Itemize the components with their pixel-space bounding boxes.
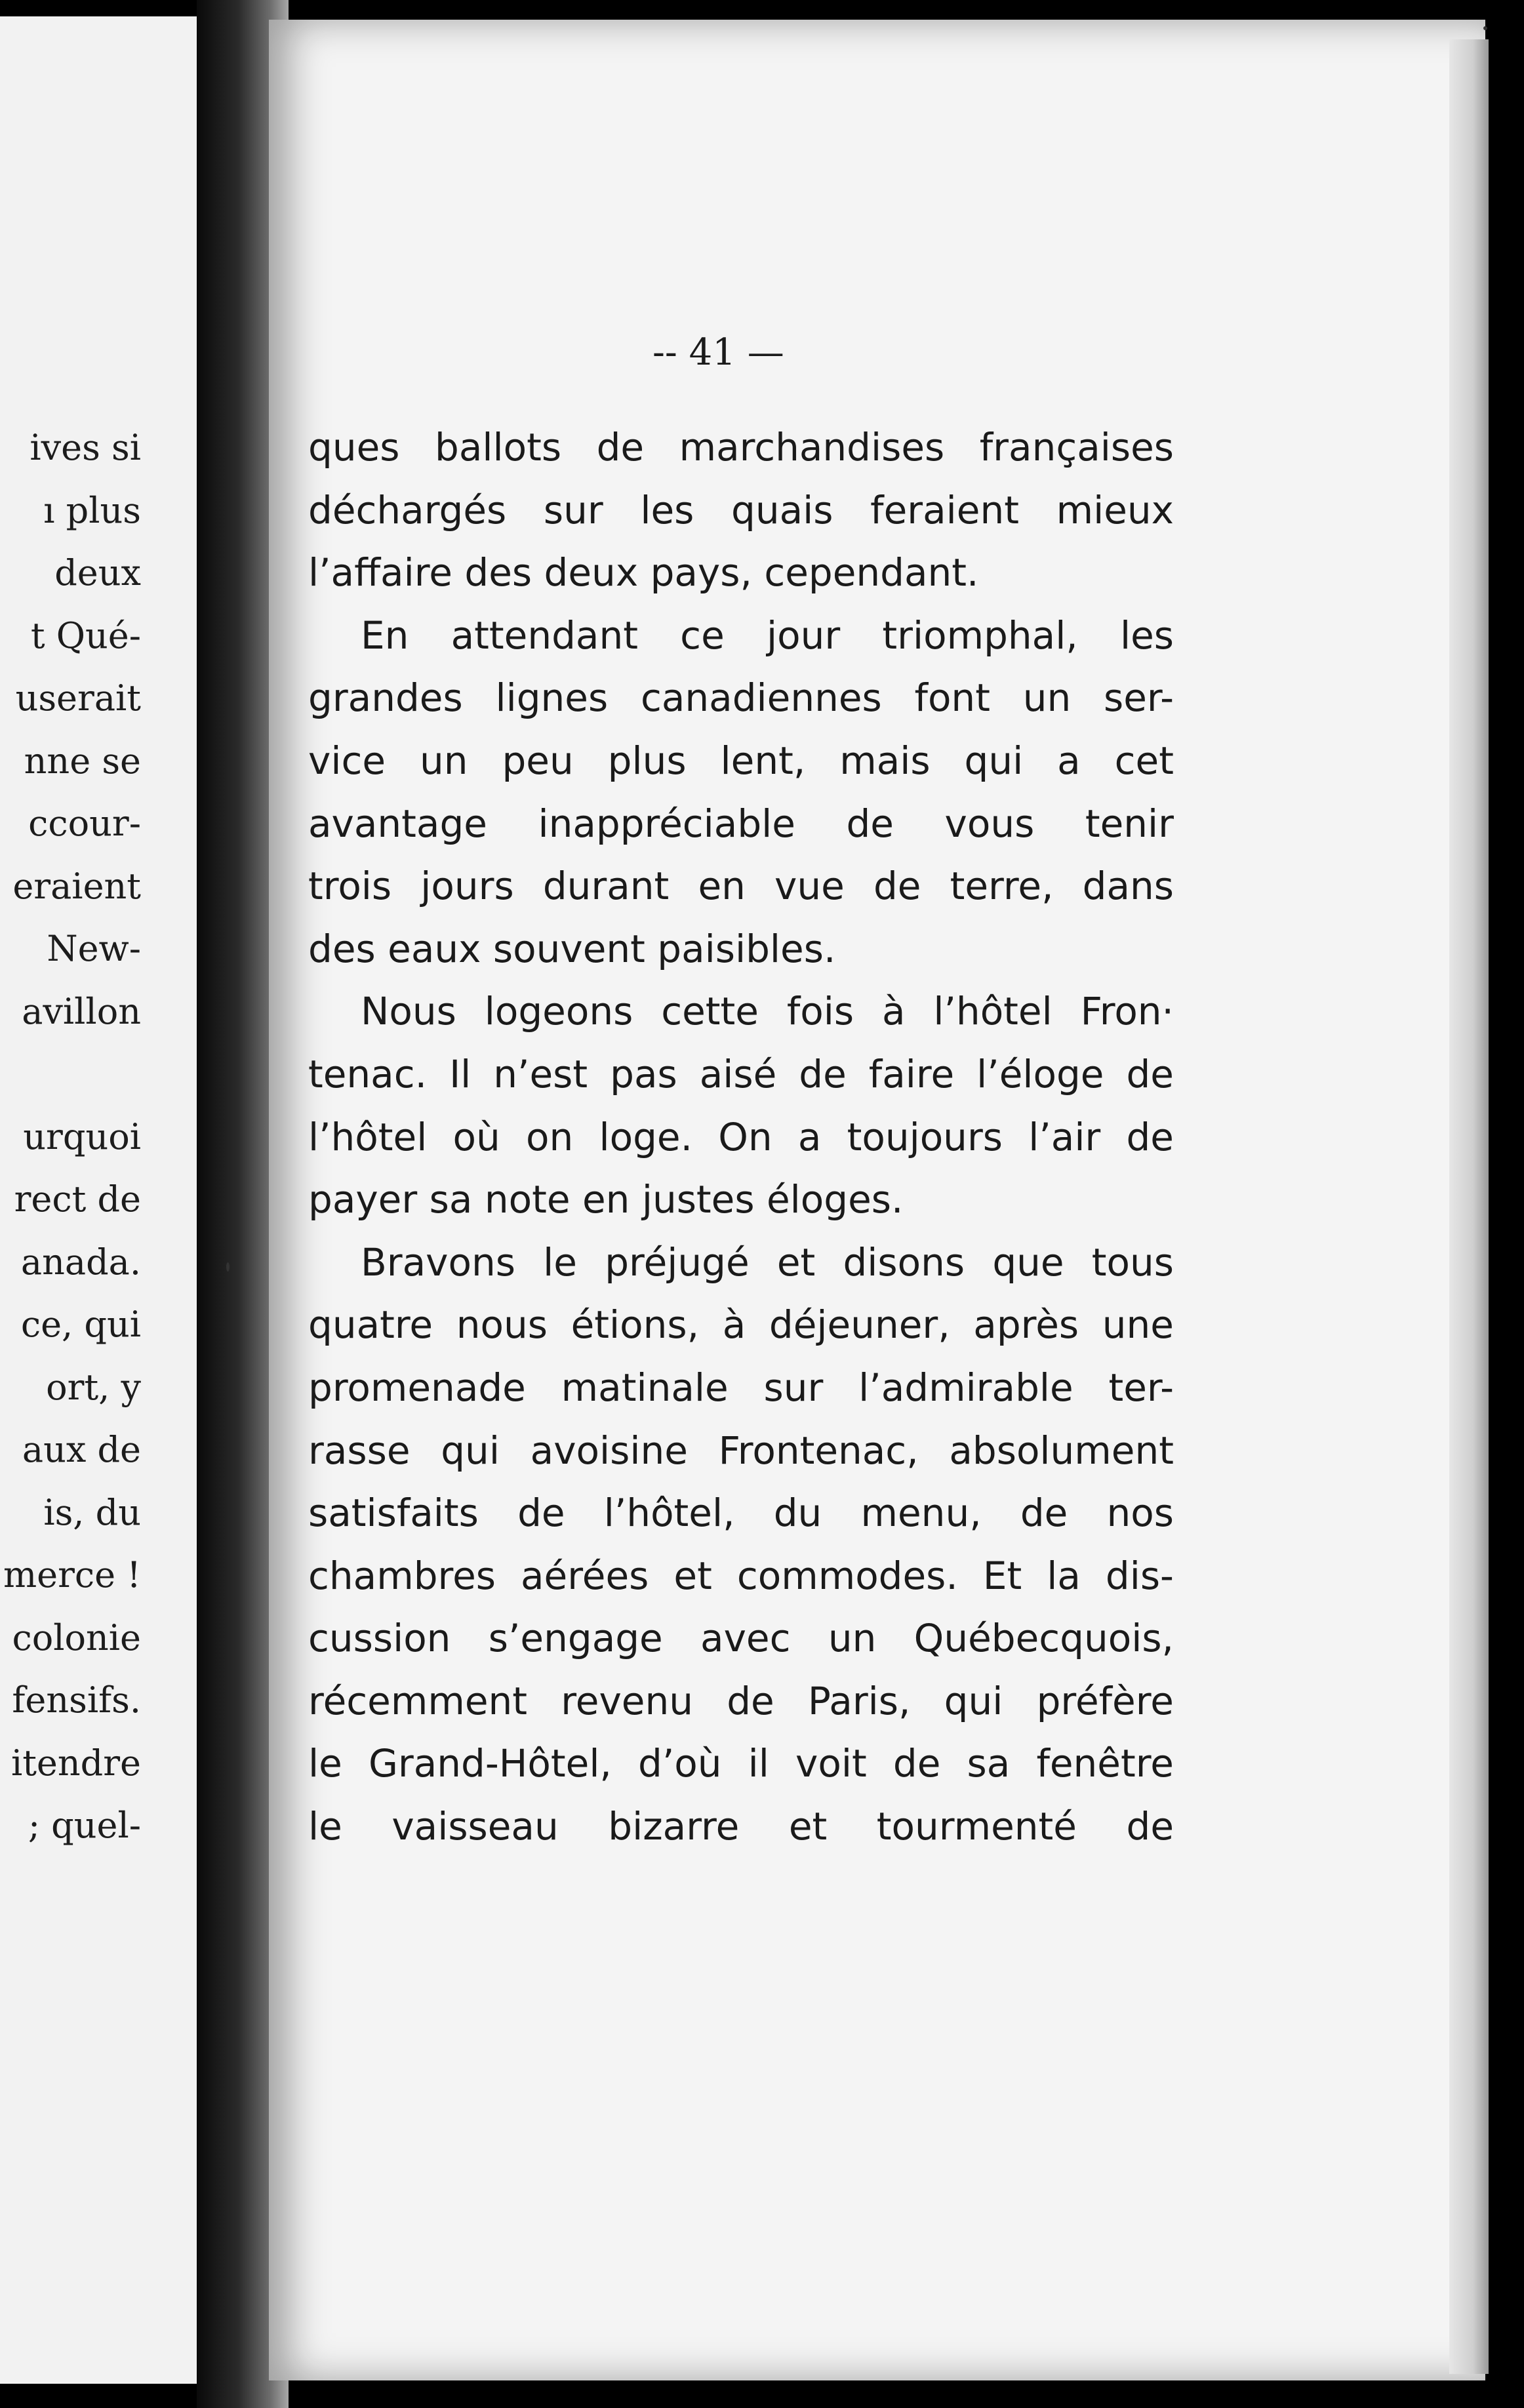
text-line: Bravons le préjugé et disons que tous xyxy=(361,1239,1174,1285)
left-page-line: colonie xyxy=(12,1616,141,1658)
text-line: Nous logeons cette fois à l’hôtel Fron· xyxy=(361,989,1174,1034)
text-line: récemment revenu de Paris, qui préfère xyxy=(308,1678,1174,1723)
text-line: le Grand-Hôtel, d’où il voit de sa fenêtre xyxy=(308,1741,1174,1786)
text-line: satisfaits de l’hôtel, du menu, de nos xyxy=(308,1491,1174,1536)
page-edge xyxy=(1449,39,1489,2374)
text-line: En attendant ce jour triomphal, les xyxy=(361,612,1174,658)
left-page-fragment xyxy=(0,16,197,2384)
text-line: rasse qui avoisine Frontenac, absolument xyxy=(308,1428,1174,1473)
text-line: l’affaire des deux pays, cependant. xyxy=(308,550,979,595)
left-page-line: ; quel- xyxy=(28,1805,141,1846)
left-page-line: avillon xyxy=(22,990,141,1032)
text-line: vice un peu plus lent, mais qui a cet xyxy=(308,738,1174,783)
text-line: cussion s’engage avec un Québecquois, xyxy=(308,1616,1174,1661)
left-page-line: itendre xyxy=(10,1742,141,1784)
text-line: chambres aérées et commodes. Et la dis- xyxy=(308,1553,1174,1598)
text-line: avantage inappréciable de vous tenir xyxy=(308,801,1174,846)
left-page-line: is, du xyxy=(43,1491,141,1533)
left-page-line: userait xyxy=(15,677,141,719)
page-number: -- 41 — xyxy=(652,331,784,374)
left-page-line: eraient xyxy=(12,865,141,907)
left-page-line: ccour- xyxy=(28,803,141,844)
left-page-gap xyxy=(3,1043,141,1106)
scan-speck xyxy=(1483,26,1487,30)
left-page-text xyxy=(3,416,141,1857)
left-page-line: urquoi xyxy=(23,1115,141,1157)
left-page-line: merce ! xyxy=(3,1554,141,1595)
left-page-line: aux de xyxy=(22,1429,141,1470)
left-page-line: ort, y xyxy=(46,1366,141,1408)
left-page-line: ı plus xyxy=(43,489,141,531)
left-page-line: rect de xyxy=(14,1178,141,1220)
text-line: l’hôtel où on loge. On a toujours l’air de xyxy=(308,1114,1174,1159)
text-line: le vaisseau bizarre et tourmenté de xyxy=(308,1804,1174,1849)
text-line: quatre nous étions, à déjeuner, après une xyxy=(308,1302,1174,1348)
left-page-line: ives si xyxy=(30,427,141,468)
left-page-line: New- xyxy=(47,928,141,969)
text-line: promenade matinale sur l’admirable ter- xyxy=(308,1365,1174,1410)
text-line: ques ballots de marchandises françaises xyxy=(308,425,1174,470)
left-page-line: nne se xyxy=(24,740,141,782)
text-line: payer sa note en justes éloges. xyxy=(308,1177,904,1222)
scan-speck xyxy=(226,1262,230,1272)
page-body-text xyxy=(308,416,1174,1858)
text-line: des eaux souvent paisibles. xyxy=(308,926,836,971)
text-line: tenac. Il n’est pas aisé de faire l’éloge de xyxy=(308,1051,1174,1096)
text-line: trois jours durant en vue de terre, dans xyxy=(308,864,1174,909)
text-line: grandes lignes canadiennes font un ser- xyxy=(308,675,1174,721)
left-page-line: ce, qui xyxy=(20,1304,141,1345)
left-page-line: t Qué- xyxy=(30,614,141,656)
left-page-line: deux xyxy=(54,552,141,593)
text-line: déchargés sur les quais feraient mieux xyxy=(308,487,1174,532)
left-page-line: fensifs. xyxy=(12,1679,141,1721)
left-page-line: anada. xyxy=(20,1241,141,1283)
